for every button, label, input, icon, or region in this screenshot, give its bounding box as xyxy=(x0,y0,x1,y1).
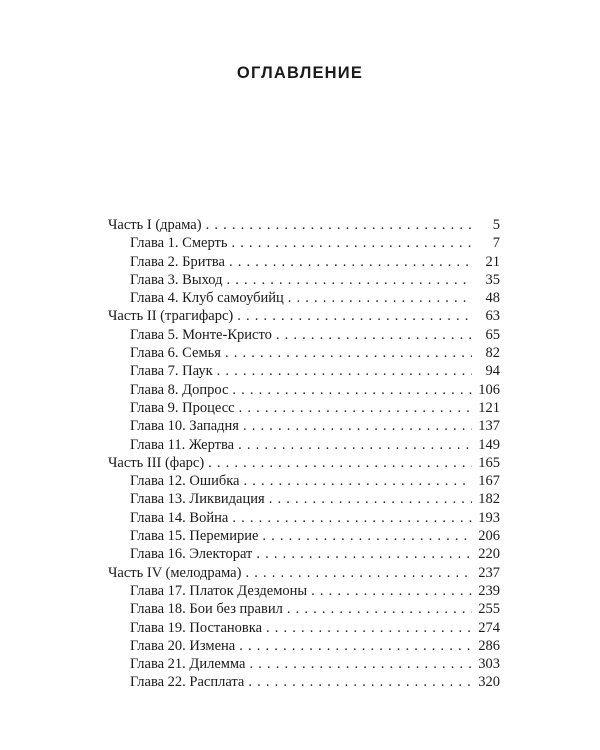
toc-entry-label: Глава 17. Платок Дездемоны xyxy=(130,582,308,599)
toc-chapter-entry xyxy=(108,326,500,344)
toc-chapter-entry xyxy=(108,619,500,637)
toc-dot-leader xyxy=(266,619,472,637)
toc-entry-label: Глава 15. Перемирие xyxy=(130,528,259,545)
toc-entry-label: Глава 2. Бритва xyxy=(130,253,225,270)
toc-page-number: 7 xyxy=(492,235,500,252)
toc-page-number: 165 xyxy=(478,454,500,471)
toc-entry-label: Глава 18. Бои без правил xyxy=(130,601,283,618)
toc-dot-leader xyxy=(243,417,472,435)
toc-page-number: 106 xyxy=(478,381,500,398)
toc-dot-leader xyxy=(248,673,472,691)
toc-entry-label: Глава 19. Постановка xyxy=(130,619,263,636)
toc-page-number: 237 xyxy=(478,564,500,581)
toc-entry-label: Глава 5. Монте-Кристо xyxy=(130,326,272,343)
toc-dot-leader xyxy=(232,509,472,527)
toc-dot-leader xyxy=(243,472,472,490)
toc-chapter-entry xyxy=(108,509,500,527)
toc-chapter-entry xyxy=(108,253,500,271)
toc-page-number: 182 xyxy=(478,491,500,508)
toc-page-number: 21 xyxy=(485,253,500,270)
toc-entry-label: Часть III (фарс) xyxy=(108,454,205,471)
toc-chapter-entry xyxy=(108,436,500,454)
toc-dot-leader xyxy=(256,545,472,563)
toc-page-number: 193 xyxy=(478,509,500,526)
toc-page-number: 121 xyxy=(478,399,500,416)
toc-entry-label: Часть II (трагифарс) xyxy=(108,308,234,325)
toc-page-number: 167 xyxy=(478,473,500,490)
toc-entry-label: Глава 12. Ошибка xyxy=(130,473,240,490)
toc-entry-label: Глава 4. Клуб самоубийц xyxy=(130,290,284,307)
toc-dot-leader xyxy=(262,527,472,545)
toc-dot-leader xyxy=(249,655,472,673)
toc-part-entry xyxy=(108,216,500,234)
toc-page-number: 286 xyxy=(478,637,500,654)
toc-page-number: 35 xyxy=(485,271,500,288)
toc-page-number: 220 xyxy=(478,546,500,563)
toc-dot-leader xyxy=(229,253,472,271)
toc-dot-leader xyxy=(288,289,472,307)
toc-dot-leader xyxy=(217,362,472,380)
toc-entry-label: Глава 22. Расплата xyxy=(130,674,245,691)
toc-dot-leader xyxy=(206,216,472,234)
toc-chapter-entry xyxy=(108,582,500,600)
toc-dot-leader xyxy=(239,637,472,655)
toc-chapter-entry xyxy=(108,673,500,691)
toc-page-number: 274 xyxy=(478,619,500,636)
toc-page-number: 239 xyxy=(478,582,500,599)
toc-page-number: 206 xyxy=(478,528,500,545)
toc-entry-label: Глава 21. Дилемма xyxy=(130,656,246,673)
toc-dot-leader xyxy=(238,436,472,454)
toc-page-number: 63 xyxy=(485,308,500,325)
toc-page-number: 320 xyxy=(478,674,500,691)
toc-entry-label: Глава 16. Электорат xyxy=(130,546,253,563)
toc-chapter-entry xyxy=(108,490,500,508)
toc-part-entry xyxy=(108,564,500,582)
toc-entry-label: Глава 13. Ликвидация xyxy=(130,491,265,508)
toc-page-number: 5 xyxy=(492,217,500,233)
toc-chapter-entry xyxy=(108,234,500,252)
toc-dot-leader xyxy=(269,490,472,508)
toc-entry-label: Глава 1. Смерть xyxy=(130,235,228,252)
toc-entry-label: Глава 9. Процесс xyxy=(130,399,235,416)
toc-chapter-entry xyxy=(108,362,500,380)
toc-page-number: 149 xyxy=(478,436,500,453)
toc-chapter-entry xyxy=(108,527,500,545)
toc-entry-label: Глава 6. Семья xyxy=(130,345,221,362)
toc-dot-leader xyxy=(208,454,472,472)
toc-entry-label: Глава 8. Допрос xyxy=(130,381,229,398)
toc-page-number: 137 xyxy=(478,418,500,435)
toc-part-entry xyxy=(108,307,500,325)
toc-dot-leader xyxy=(276,326,472,344)
toc-entry-label: Глава 14. Война xyxy=(130,509,229,526)
toc-chapter-entry xyxy=(108,344,500,362)
toc-dot-leader xyxy=(287,600,472,618)
toc-page-number: 255 xyxy=(478,601,500,618)
toc-dot-leader xyxy=(237,307,472,325)
toc-entry-label: Часть I (драма) xyxy=(108,217,202,233)
toc-chapter-entry xyxy=(108,545,500,563)
toc-dot-leader xyxy=(227,271,472,289)
toc-page-number: 48 xyxy=(485,290,500,307)
toc-entry-label: Глава 11. Жертва xyxy=(130,436,235,453)
toc-dot-leader xyxy=(245,564,472,582)
toc-entry-label: Глава 3. Выход xyxy=(130,271,223,288)
toc-dot-leader xyxy=(225,344,472,362)
toc-chapter-entry xyxy=(108,381,500,399)
toc-chapter-entry xyxy=(108,399,500,417)
toc-dot-leader xyxy=(311,582,472,600)
toc-page-number: 94 xyxy=(485,363,500,380)
toc-chapter-entry xyxy=(108,655,500,673)
toc-part-entry xyxy=(108,454,500,472)
toc-chapter-entry xyxy=(108,271,500,289)
toc-chapter-entry xyxy=(108,637,500,655)
toc-chapter-entry xyxy=(108,289,500,307)
toc-chapter-entry xyxy=(108,472,500,490)
toc-entry-label: Глава 10. Западня xyxy=(130,418,239,435)
toc-page-number: 65 xyxy=(485,326,500,343)
page-title: ОГЛАВЛЕНИЕ xyxy=(236,64,364,82)
toc-entry-label: Часть IV (мелодрама) xyxy=(108,564,242,581)
toc-chapter-entry xyxy=(108,600,500,618)
toc-entry-label: Глава 20. Измена xyxy=(130,637,236,654)
toc-dot-leader xyxy=(232,381,472,399)
toc-chapter-entry xyxy=(108,417,500,435)
toc-page-number: 82 xyxy=(485,345,500,362)
toc-dot-leader xyxy=(239,399,472,417)
toc-entry-label: Глава 7. Паук xyxy=(130,363,213,380)
table-of-contents xyxy=(108,216,500,692)
toc-dot-leader xyxy=(231,234,472,252)
toc-page-number: 303 xyxy=(478,656,500,673)
